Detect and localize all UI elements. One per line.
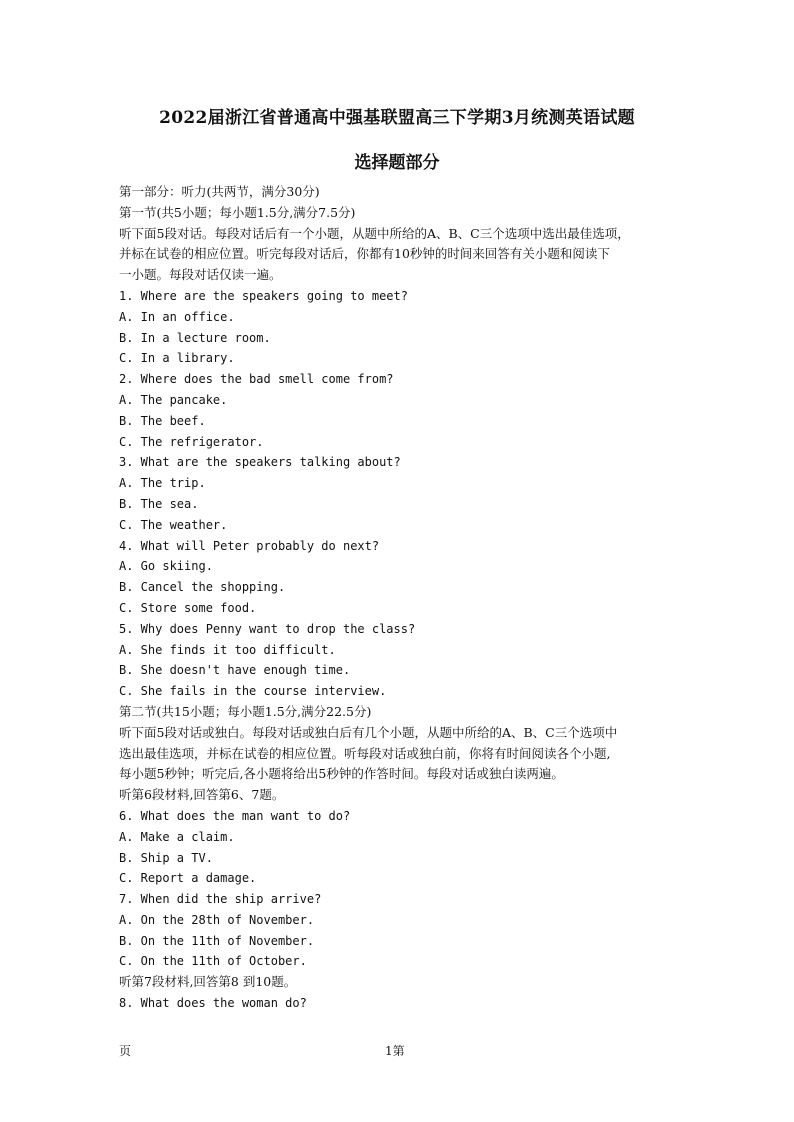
text-line: A. In an office.	[119, 309, 235, 324]
text-line: 8. What does the woman do?	[119, 996, 307, 1011]
text-line: 5. Why does Penny want to drop the class?	[119, 621, 416, 636]
text-line: B. Cancel the shopping.	[119, 580, 286, 595]
text-line: 一小题。每段对话仅读一遍。	[119, 267, 282, 283]
text-line: 第一部分：听力(共两节，满分30分)	[119, 184, 320, 199]
text-line: 听第6段材料,回答第6、7题。	[119, 787, 285, 803]
text-line: 6. What does the man want to do?	[119, 808, 351, 823]
text-line: B. On the 11th of November.	[119, 933, 315, 948]
document-title: 2022届浙江省普通高中强基联盟高三下学期3月统测英语试题	[159, 108, 635, 128]
text-line: 听下面5段对话。每段对话后有一个小题，从题中所给的A、B、C三个选项中选出最佳选项，	[119, 225, 630, 241]
text-line: C. The weather.	[119, 517, 228, 532]
text-line: A. Go skiing.	[119, 559, 213, 574]
text-line: 选出最佳选项，并标在试卷的相应位置。听每段对话或独白前，你将有时间阅读各个小题,	[119, 745, 611, 761]
text-line: A. Make a claim.	[119, 829, 235, 844]
text-line: 3. What are the speakers talking about?	[119, 455, 401, 470]
text-line: 7. When did the ship arrive?	[119, 892, 322, 907]
text-line: B. She doesn't have enough time.	[119, 663, 351, 678]
text-line: B. The sea.	[119, 496, 199, 511]
body-text	[119, 182, 679, 1014]
text-line: A. The pancake.	[119, 392, 228, 407]
text-line: 第二节(共15小题；每小题1.5分,满分22.5分)	[119, 703, 372, 719]
text-line: 4. What will Peter probably do next?	[119, 538, 380, 553]
text-line: C. On the 11th of October.	[119, 954, 307, 969]
text-line: B. Ship a TV.	[119, 850, 213, 865]
text-line: B. The beef.	[119, 413, 206, 428]
text-line: A. The trip.	[119, 476, 206, 491]
text-line: 并标在试卷的相应位置。听完每段对话后，你都有10秒钟的时间来回答有关小题和阅读下	[119, 246, 610, 262]
text-line: 第一节(共5小题；每小题1.5分,满分7.5分)	[119, 204, 356, 220]
text-line: 2. Where does the bad smell come from?	[119, 372, 394, 387]
text-line: A. She finds it too difficult.	[119, 642, 336, 657]
footer-page-number: 1第	[385, 1044, 405, 1058]
text-line: 1. Where are the speakers going to meet?	[119, 288, 408, 303]
text-line: B. In a lecture room.	[119, 330, 271, 345]
text-line: 每小题5秒钟；听完后,各小题将给出5秒钟的作答时间。每段对话或独白读两遍。	[119, 766, 564, 782]
text-line: C. The refrigerator.	[119, 434, 264, 449]
text-line: A. On the 28th of November.	[119, 912, 315, 927]
footer-page-label: 页	[119, 1044, 132, 1058]
text-line: C. In a library.	[119, 351, 235, 366]
text-line: C. Store some food.	[119, 600, 257, 615]
text-line: C. She fails in the course interview.	[119, 684, 387, 699]
text-line: 听第7段材料,回答第8 到10题。	[119, 974, 297, 990]
section-title: 选择题部分	[354, 153, 440, 173]
text-line: 听下面5段对话或独白。每段对话或独白后有几个小题，从题中所给的A、B、C三个选项中	[119, 724, 618, 740]
text-line: C. Report a damage.	[119, 871, 257, 886]
